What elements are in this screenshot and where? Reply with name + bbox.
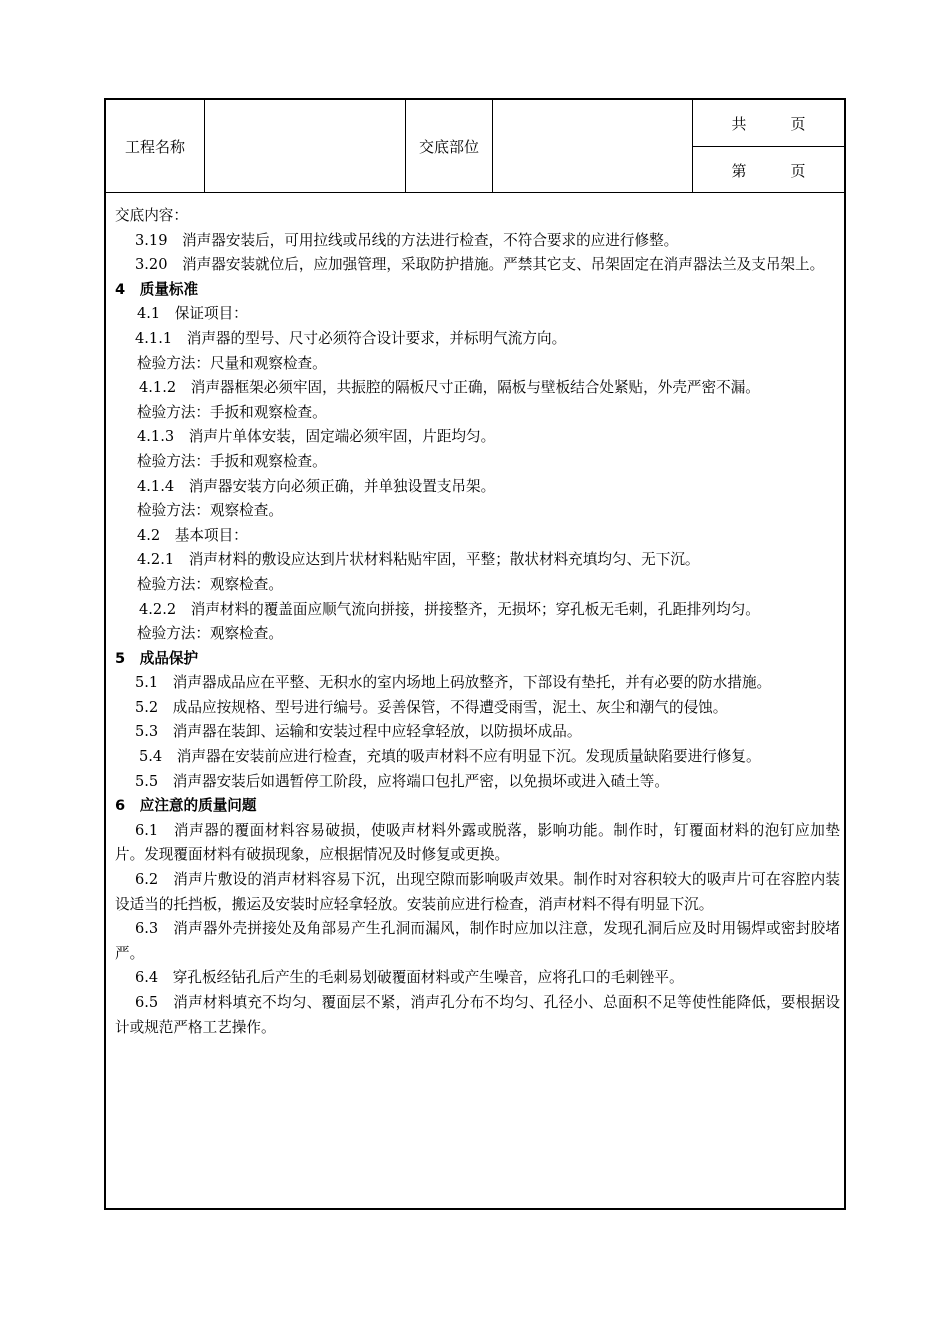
form-header (106, 100, 844, 193)
content-paragraph: 4.2.1 消声材料的敷设应达到片状材料粘贴牢固，平整；散状材料充填均匀、无下沉。 (137, 551, 700, 569)
total-pages-right: 页 (790, 114, 806, 133)
content-paragraph: 4.1 保证项目： (137, 305, 248, 323)
page-number-cell (693, 147, 844, 193)
content-paragraph: 3.20 消声器安装就位后，应加强管理，采取防护措施。严禁其它支、吊架固定在消声器法兰及支吊架上。 (135, 256, 825, 274)
content-paragraph: 6.1 消声器的覆面材料容易破损，使吸声材料外露或脱落，影响功能。制作时，钉覆面材料的泡钉应加垫片。发现覆面材料有破损现象，应根据情况及时修复或更换。 (115, 821, 840, 864)
content-paragraph: 4.2 基本项目： (137, 526, 248, 544)
content-paragraph: 4.1.1 消声器的型号、尺寸必须符合设计要求，并标明气流方向。 (135, 329, 567, 347)
disclosure-form (104, 98, 846, 1210)
content-paragraph: 6.3 消声器外壳拼接处及角部易产生孔洞而漏风，制作时应加以注意，发现孔洞后应及时用锡焊或密封胶堵严。 (115, 920, 840, 962)
total-pages-left: 共 (731, 114, 747, 133)
content-intro: 交底内容： (115, 207, 188, 224)
content-paragraph: 5.4 消声器在安装前应进行检查，充填的吸声材料不应有明显下沉。发现质量缺陷要进行修复。 (139, 748, 761, 766)
content-paragraph: 4.2.2 消声材料的覆盖面应顺气流向拼接，拼接整齐，无损坏；穿孔板无毛刺，孔距排列均匀。 (139, 600, 760, 618)
content-paragraph: 检验方法：观察检查。 (137, 502, 283, 520)
content-paragraph: 4.1.3 消声片单体安装，固定端必须牢固，片距均匀。 (137, 428, 496, 446)
page-number-right: 页 (790, 161, 806, 180)
content-paragraph: 检验方法：观察检查。 (137, 625, 283, 643)
content-paragraph: 4.1.2 消声器框架必须牢固，共振腔的隔板尺寸正确，隔板与壁板结合处紧贴，外壳严密不漏。 (139, 379, 760, 397)
content-paragraph: 检验方法：手扳和观察检查。 (137, 452, 327, 470)
section-heading: 5 成品保护 (115, 649, 199, 667)
content-paragraph: 6.2 消声片敷设的消声材料容易下沉，出现空隙而影响吸声效果。制作时对容积较大的吸声片可在容腔内装设适当的托挡板，搬运及安装时应轻拿轻放。安装前应进行检查，消声材料不得有明显下沉。 (115, 871, 840, 913)
page-number-left: 第 (731, 161, 747, 180)
disclosure-content (115, 204, 840, 1040)
content-paragraph: 5.1 消声器成品应在平整、无积水的室内场地上码放整齐，下部设有垫托，并有必要的防水措施。 (135, 674, 772, 692)
content-paragraph: 4.1.4 消声器安装方向必须正确，并单独设置支吊架。 (137, 477, 496, 495)
content-paragraph: 3.19 消声器安装后，可用拉线或吊线的方法进行检查，不符合要求的应进行修整。 (135, 231, 679, 249)
content-paragraph: 检验方法：尺量和观察检查。 (137, 354, 327, 372)
paragraph-list (115, 229, 840, 1041)
project-name-label: 工程名称 (124, 137, 185, 156)
content-paragraph: 检验方法：观察检查。 (137, 575, 283, 593)
content-paragraph: 5.5 消声器安装后如遇暂停工阶段，应将端口包扎严密，以免损坏或进入碴土等。 (135, 772, 669, 790)
section-heading: 6 应注意的质量问题 (115, 797, 257, 815)
content-paragraph: 5.2 成品应按规格、型号进行编号。妥善保管，不得遭受雨雪，泥土、灰尘和潮气的侵蚀。 (135, 698, 728, 716)
total-pages-cell (693, 100, 844, 146)
section-heading: 4 质量标准 (115, 280, 199, 298)
content-paragraph: 6.5 消声材料填充不均匀、覆面层不紧，消声孔分布不均匀、孔径小、总面积不足等使性能降低，要根据设计或规范严格工艺操作。 (115, 994, 840, 1036)
content-paragraph: 检验方法：手扳和观察检查。 (137, 403, 327, 421)
project-name-value (205, 100, 405, 192)
content-paragraph: 6.4 穿孔板经钻孔后产生的毛刺易划破覆面材料或产生噪音，应将孔口的毛刺锉平。 (135, 969, 684, 987)
location-value (493, 100, 692, 192)
location-label: 交底部位 (418, 137, 479, 156)
content-paragraph: 5.3 消声器在装卸、运输和安装过程中应轻拿轻放，以防损坏成品。 (135, 723, 582, 741)
